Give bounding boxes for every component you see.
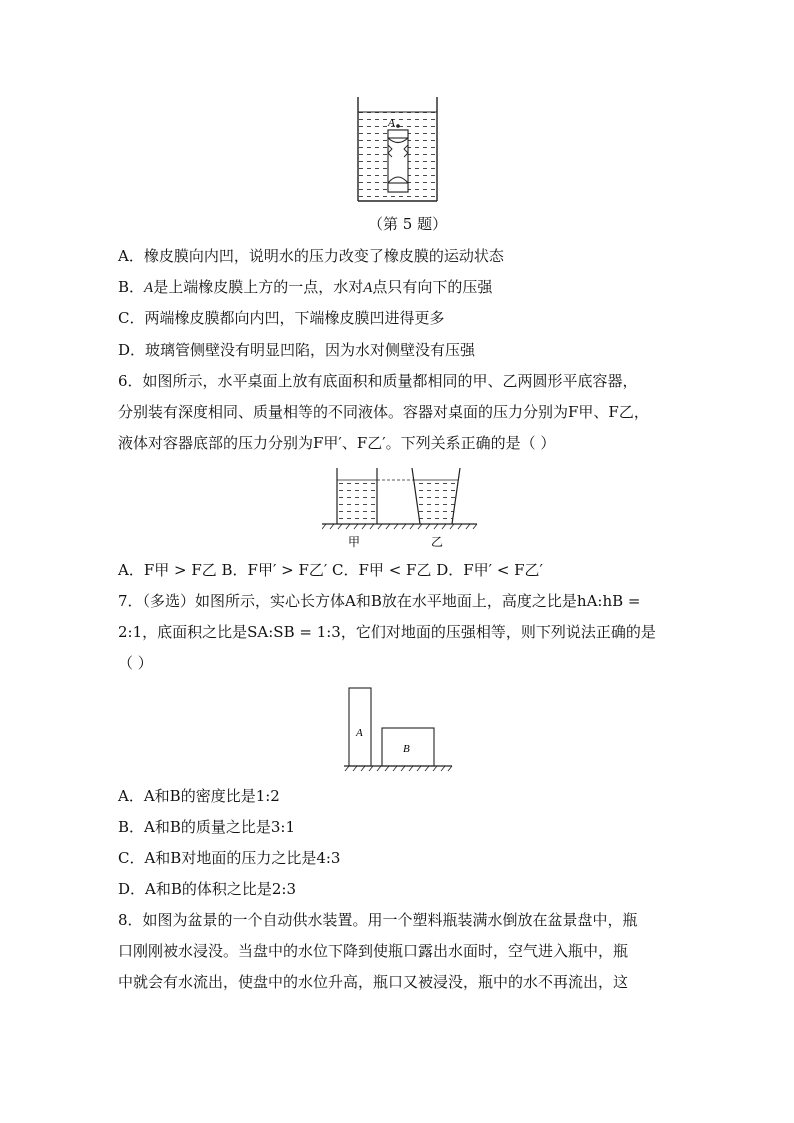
q7-option-d: D．A和B的体积之比是2:3 [118,880,297,898]
q6-stem-line3: 液体对容器底部的压力分别为F甲′、F乙′。下列关系正确的是（ ） [118,434,556,452]
q8-stem-line3: 中就会有水流出，使盘中的水位升高，瓶口又被浸没，瓶中的水不再流出，这 [118,973,629,991]
q7-stem-line1: 7．（多选）如图所示，实心长方体A和B放在水平地面上，高度之比是hA:hB = [118,592,641,610]
q6-figure [322,466,482,551]
q6-options: A．F甲 > F乙 B．F甲′ > F乙′ C．F甲 < F乙 D．F甲′ < F乙′ [118,561,543,579]
q5-option-c: C．两端橡皮膜都向内凹，下端橡皮膜凹进得更多 [118,309,445,327]
q5-option-b-var2: A [363,280,373,296]
q7-figure [344,686,454,774]
q6-label-jia: 甲 [348,535,361,549]
q5-option-d: D．玻璃管侧壁没有明显凹陷，因为水对侧壁没有压强 [118,341,476,359]
q5-option-b-prefix: B． [118,278,145,296]
q7-label-b: B [403,743,410,755]
q7-option-b: B．A和B的质量之比是3:1 [118,818,296,836]
q5-option-b-suffix: 点只有向下的压强 [372,278,493,296]
q8-stem-line1: 8．如图为盆景的一个自动供水装置。用一个塑料瓶装满水倒放在盆景盘中，瓶 [118,911,638,929]
q7-stem-line3: （ ） [118,654,153,672]
q5-figure [350,95,445,205]
q6-stem-line2: 分别装有深度相同、质量相等的不同液体。容器对桌面的压力分别为F甲、F乙， [118,403,649,421]
q7-label-a: A [356,727,363,739]
q7-option-a: A．A和B的密度比是1:2 [118,787,280,805]
q5-option-b [118,277,492,298]
q8-stem-line2: 口刚刚被水浸没。当盘中的水位下降到使瓶口露出水面时，空气进入瓶中，瓶 [118,942,629,960]
q7-option-c: C．A和B对地面的压力之比是4:3 [118,849,341,867]
q5-point-label: A [388,117,395,129]
q5-caption: （第 5 题） [368,215,448,233]
q5-option-b-var1: A [144,280,154,296]
q6-label-yi: 乙 [431,535,444,549]
q5-option-b-mid: 是上端橡皮膜上方的一点，水对 [153,278,364,296]
q5-option-a: A．橡皮膜向内凹，说明水的压力改变了橡皮膜的运动状态 [118,247,504,265]
q6-stem-line1: 6．如图所示，水平桌面上放有底面积和质量都相同的甲、乙两圆形平底容器， [118,372,638,390]
q7-stem-line2: 2:1，底面积之比是SA:SB = 1:3，它们对地面的压强相等，则下列说法正确的是 [118,623,656,641]
